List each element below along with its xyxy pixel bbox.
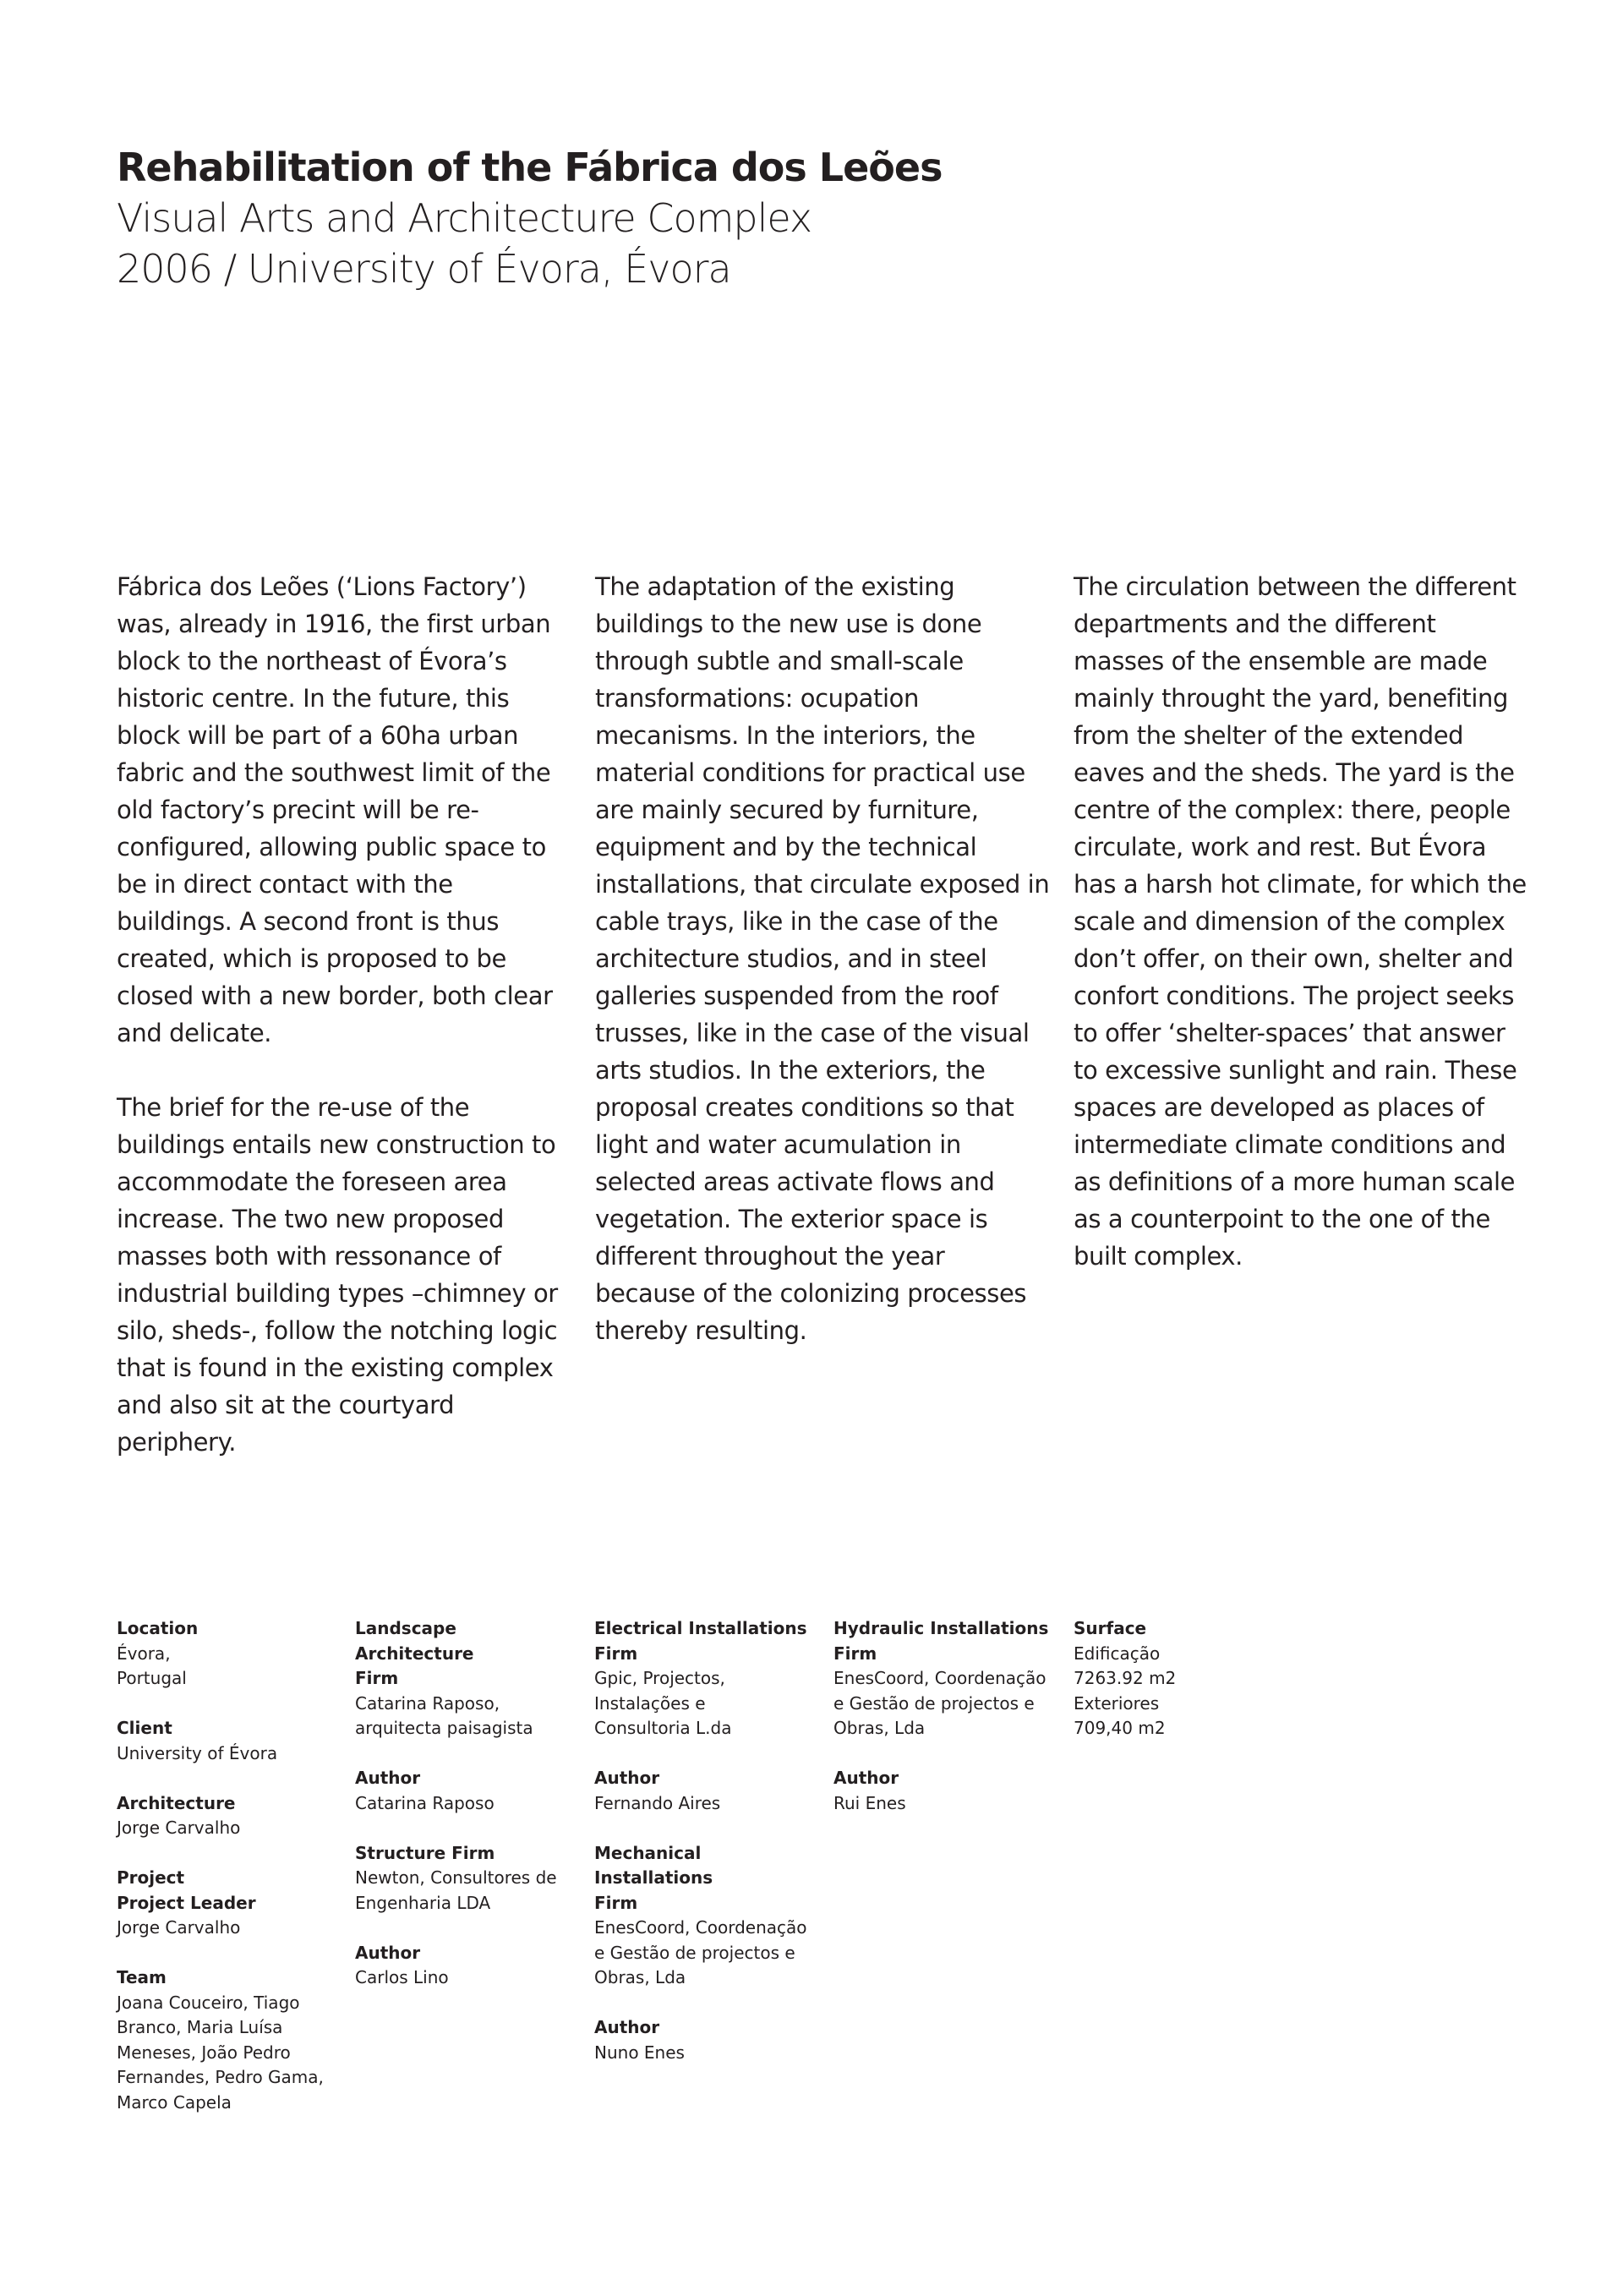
credit-block	[594, 1616, 814, 1741]
credit-value: Jorge Carvalho	[117, 1917, 241, 1938]
paragraph: The brief for the re-use of the buildings entails new construction to accommodate the foreseen area increase. The two new proposed masses both with ressonance of industrial building types –chimney or silo, sheds-, follow the notching logic that is found in the existing complex and also sit at the courtyard periphery.	[117, 1093, 558, 1457]
credit-block	[117, 1716, 336, 1766]
credit-value: Edificação 7263.92 m2 Exteriores 709,40 m2	[1074, 1643, 1177, 1738]
credit-label: Architecture	[117, 1792, 236, 1813]
credit-label: Client	[117, 1718, 172, 1738]
credit-label: Author	[355, 1942, 421, 1963]
credit-value: EnesCoord, Coordenação e Gestão de projectos e Obras, Lda	[594, 1917, 807, 1987]
credit-block	[833, 1616, 1053, 1741]
credit-block	[594, 2015, 814, 2065]
credits-column-4	[833, 1616, 1053, 1841]
credit-block	[1074, 1616, 1293, 1741]
credit-label: Author	[355, 1768, 421, 1788]
credit-label: Project Project Leader	[117, 1867, 256, 1913]
credit-block	[355, 1766, 575, 1816]
credit-value: Jorge Carvalho	[117, 1818, 241, 1838]
credit-value: Carlos Lino	[355, 1967, 449, 1987]
year-and-client: 2006 / University of Évora, Évora	[117, 246, 731, 292]
page-subtitle: Visual Arts and Architecture Complex	[117, 195, 812, 241]
credit-block	[594, 1841, 814, 1991]
credit-value: Gpic, Projectos, Instalações e Consultoria L.da	[594, 1668, 732, 1738]
credit-label: Surface	[1074, 1618, 1147, 1638]
credits-column-3	[594, 1616, 814, 2091]
body-column-3	[1074, 568, 1530, 1275]
credit-label: Location	[117, 1618, 199, 1638]
credit-label: Electrical Installations Firm	[594, 1618, 807, 1664]
credit-block	[117, 1965, 336, 2115]
credit-label: Author	[594, 1768, 660, 1788]
credit-block	[355, 1841, 575, 1916]
credit-value: University of Évora	[117, 1742, 278, 1763]
paragraph: The circulation between the different departments and the different masses of the ensemble are made mainly throught the yard, benefiting from the shelter of the extended eaves and the sheds. The yard is the centre of the complex: there, people circulate, work and rest. But Évora has a harsh hot climate, for which the scale and dimension of the complex don’t offer, on their own, shelter and confort conditions. The project seeks to offer ‘shelter-spaces’ that answer to excessive sunlight and rain. These spaces are developed as places of intermediate climate conditions and as definitions of a more human scale as a counterpoint to the one of the built complex.	[1074, 572, 1527, 1271]
paragraph: The adaptation of the existing buildings to the new use is done through subtle and small-scale transformations: ocupation mecanisms. In the interiors, the material conditions for practical use are mainly secured by furniture, equipment and by the technical installations, that circulate exposed in cable trays, like in the case of the architecture studios, and in steel galleries suspended from the roof trusses, like in the case of the visual arts studios. In the exteriors, the proposal creates conditions so that light and water acumulation in selected areas activate flows and vegetation. The exterior space is different throughout the year because of the colonizing processes thereby resulting.	[595, 572, 1050, 1345]
credit-block	[117, 1616, 336, 1692]
credits-column-2	[355, 1616, 575, 2015]
body-column-2	[595, 568, 1052, 1349]
header	[117, 142, 1554, 294]
credit-label: Hydraulic Installations Firm	[833, 1618, 1049, 1664]
credit-label: Author	[833, 1768, 899, 1788]
credit-label: Landscape Architecture Firm	[355, 1618, 474, 1688]
page-title: Rehabilitation of the Fábrica dos Leões	[117, 145, 943, 190]
credits-column-5	[1074, 1616, 1293, 1766]
credit-block	[355, 1616, 575, 1741]
credit-value: Joana Couceiro, Tiago Branco, Maria Luísa Meneses, João Pedro Fernandes, Pedro Gama, Marco Capela	[117, 1992, 324, 2113]
credit-block	[117, 1866, 336, 1941]
credit-value: Rui Enes	[833, 1792, 906, 1813]
credit-block	[594, 1766, 814, 1816]
credit-label: Author	[594, 2017, 660, 2037]
credit-value: Nuno Enes	[594, 2042, 685, 2063]
credits-column-1	[117, 1616, 336, 2140]
paragraph: Fábrica dos Leões (‘Lions Factory’) was, already in 1916, the first urban block to the northeast of Évora’s historic centre. In the future, this block will be part of a 60ha urban fabric and the southwest limit of the old factory’s precint will be re-configured, allowing public space to be in direct contact with the buildings. A second front is thus created, which is proposed to be closed with a new border, both clear and delicate.	[117, 572, 553, 1047]
credit-value: Catarina Raposo	[355, 1792, 495, 1813]
credit-block	[355, 1941, 575, 1991]
credit-value: EnesCoord, Coordenação e Gestão de projectos e Obras, Lda	[833, 1668, 1046, 1738]
credit-label: Team	[117, 1967, 167, 1987]
credit-label: Mechanical Installations Firm	[594, 1842, 713, 1913]
credit-value: Newton, Consultores de Engenharia LDA	[355, 1867, 557, 1913]
credit-block	[833, 1766, 1053, 1816]
credit-value: Catarina Raposo, arquitecta paisagista	[355, 1692, 533, 1738]
credit-block	[117, 1791, 336, 1841]
credit-value: Évora, Portugal	[117, 1643, 187, 1688]
credit-label: Structure Firm	[355, 1842, 495, 1863]
credit-value: Fernando Aires	[594, 1792, 721, 1813]
body-column-1	[117, 568, 573, 1461]
